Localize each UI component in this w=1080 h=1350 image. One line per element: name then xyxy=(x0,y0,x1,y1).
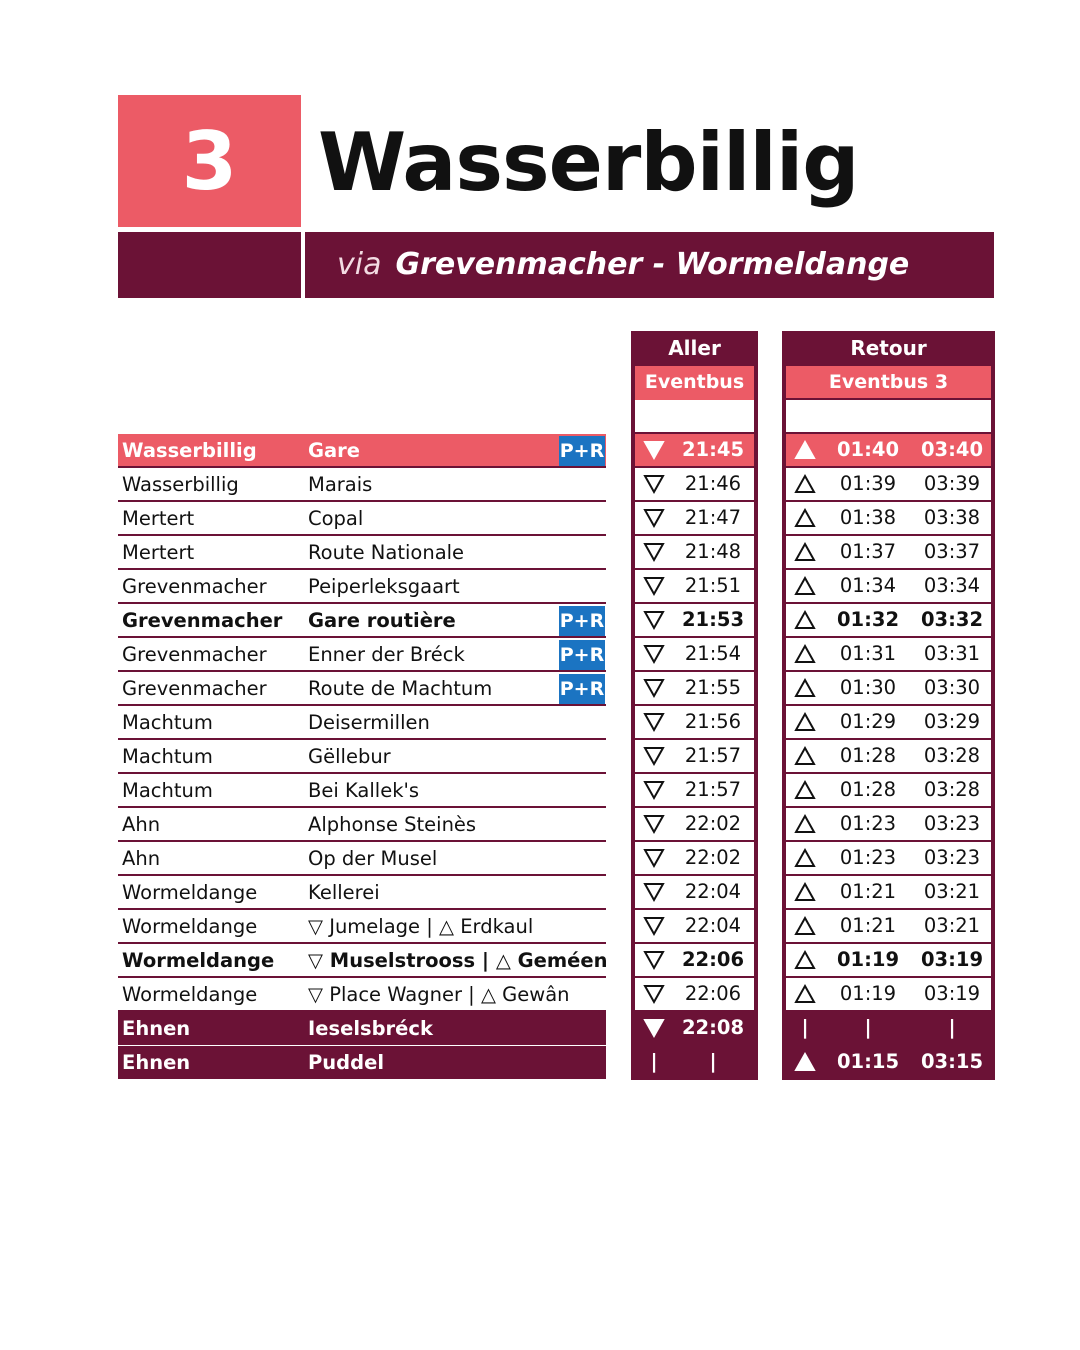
retour-cell xyxy=(782,1012,995,1046)
aller-cell xyxy=(631,876,758,910)
direction-up-icon xyxy=(794,910,816,942)
retour-title: Retour xyxy=(850,336,927,360)
stop-name: Route de Machtum xyxy=(308,677,493,700)
aller-cell xyxy=(631,740,758,774)
direction-down-icon xyxy=(643,876,665,908)
retour-time-2: 03:32 xyxy=(920,608,984,631)
stop-name: Gare routière xyxy=(308,609,456,632)
retour-time-1: 01:38 xyxy=(839,506,897,529)
retour-time-2: 03:40 xyxy=(920,438,984,461)
aller-time: 22:04 xyxy=(684,914,742,937)
stop-town: Mertert xyxy=(122,541,195,564)
retour-time-1: 01:34 xyxy=(839,574,897,597)
retour-cell xyxy=(782,604,995,638)
retour-cell-inner xyxy=(786,774,991,806)
via-bar-left-block xyxy=(118,232,301,298)
pass-through-mark: | xyxy=(650,1050,658,1073)
timetable-rows xyxy=(118,434,994,1080)
aller-cell-inner xyxy=(635,808,754,840)
retour-cell-inner xyxy=(786,842,991,874)
stop-town: Ahn xyxy=(122,847,161,870)
direction-down-icon xyxy=(643,434,665,466)
retour-time-2: 03:15 xyxy=(920,1050,984,1073)
retour-cell-inner xyxy=(786,978,991,1010)
direction-down-icon xyxy=(643,740,665,772)
direction-up-icon xyxy=(794,808,816,840)
timetable-row xyxy=(118,706,994,740)
retour-time-2: 03:39 xyxy=(923,472,981,495)
retour-time-2: 03:30 xyxy=(923,676,981,699)
aller-cell-inner xyxy=(635,1046,754,1078)
stop-name: Alphonse Steinès xyxy=(308,813,477,836)
aller-cell-inner xyxy=(635,672,754,704)
stop-town: Ehnen xyxy=(122,1017,191,1040)
direction-down-icon xyxy=(643,570,665,602)
timetable-row xyxy=(118,1012,994,1046)
stop-town: Ehnen xyxy=(122,1051,191,1074)
via-word: via xyxy=(337,247,382,282)
pass-through-mark: | xyxy=(801,1016,809,1039)
retour-time-1: 01:15 xyxy=(836,1050,900,1073)
stop-town: Machtum xyxy=(122,711,213,734)
retour-time-2: 03:23 xyxy=(923,846,981,869)
aller-title: Aller xyxy=(668,336,721,360)
aller-cell xyxy=(631,1012,758,1046)
aller-cell xyxy=(631,978,758,1012)
retour-time-1: 01:30 xyxy=(839,676,897,699)
retour-time-2: 03:21 xyxy=(923,914,981,937)
retour-cell-inner xyxy=(786,604,991,636)
timetable-row xyxy=(118,978,994,1012)
stop-town: Wormeldange xyxy=(122,949,275,972)
direction-up-icon xyxy=(794,740,816,772)
direction-up-icon xyxy=(794,706,816,738)
stop-town: Grevenmacher xyxy=(122,575,267,598)
retour-time-1: 01:23 xyxy=(839,812,897,835)
stop-name: Copal xyxy=(308,507,364,530)
aller-cell-inner xyxy=(635,468,754,500)
timetable-row xyxy=(118,434,994,468)
aller-cell-inner xyxy=(635,502,754,534)
timetable-row xyxy=(118,740,994,774)
retour-cell-inner xyxy=(786,570,991,602)
timetable-row xyxy=(118,468,994,502)
aller-cell-inner xyxy=(635,876,754,908)
retour-time-1: 01:21 xyxy=(839,914,897,937)
retour-time-1: 01:29 xyxy=(839,710,897,733)
direction-down-icon xyxy=(643,808,665,840)
direction-down-icon xyxy=(643,536,665,568)
line-number-badge: 3 xyxy=(118,95,301,227)
direction-down-icon xyxy=(643,774,665,806)
retour-time-1: 01:37 xyxy=(839,540,897,563)
stop-town: Machtum xyxy=(122,779,213,802)
timetable-row xyxy=(118,536,994,570)
direction-up-icon xyxy=(794,536,816,568)
direction-up-icon xyxy=(794,570,816,602)
stop-name: ▽ Muselstrooss | △ Geméen xyxy=(308,949,608,972)
direction-up-icon xyxy=(794,604,816,636)
retour-cell xyxy=(782,1046,995,1080)
stop-name: Op der Musel xyxy=(308,847,438,870)
retour-time-2: 03:37 xyxy=(923,540,981,563)
direction-down-icon xyxy=(643,468,665,500)
retour-cell-inner xyxy=(786,1012,991,1044)
stop-town: Wasserbillig xyxy=(122,439,257,462)
stop-name: Bei Kallek's xyxy=(308,779,420,802)
direction-down-icon xyxy=(643,638,665,670)
direction-up-icon xyxy=(794,1046,816,1078)
direction-up-icon xyxy=(794,502,816,534)
retour-cell-inner xyxy=(786,434,991,466)
retour-time-2: 03:19 xyxy=(923,982,981,1005)
retour-cell-inner xyxy=(786,468,991,500)
stop-name: Puddel xyxy=(308,1051,385,1074)
retour-time-2: 03:28 xyxy=(923,744,981,767)
direction-down-icon xyxy=(643,944,665,976)
pass-through-mark: | xyxy=(709,1050,717,1073)
retour-cell-inner xyxy=(786,536,991,568)
stop-town: Grevenmacher xyxy=(122,609,283,632)
direction-down-icon xyxy=(643,910,665,942)
stop-town: Wormeldange xyxy=(122,983,258,1006)
retour-cell xyxy=(782,808,995,842)
pass-through-mark: | xyxy=(864,1016,872,1039)
timetable-row xyxy=(118,502,994,536)
stop-town: Wasserbillig xyxy=(122,473,239,496)
retour-time-1: 01:23 xyxy=(839,846,897,869)
timetable-row xyxy=(118,774,994,808)
retour-cell xyxy=(782,468,995,502)
aller-time: 21:45 xyxy=(681,438,745,461)
stop-town: Wormeldange xyxy=(122,915,258,938)
retour-header-blank xyxy=(786,400,991,432)
aller-time: 22:06 xyxy=(681,948,745,971)
stop-town: Ahn xyxy=(122,813,161,836)
timetable-row xyxy=(118,1046,994,1080)
retour-cell xyxy=(782,536,995,570)
aller-cell-inner xyxy=(635,910,754,942)
stop-town: Grevenmacher xyxy=(122,643,267,666)
retour-cell xyxy=(782,570,995,604)
direction-down-icon xyxy=(643,978,665,1010)
aller-time: 21:48 xyxy=(684,540,742,563)
timetable-row xyxy=(118,944,994,978)
retour-cell xyxy=(782,672,995,706)
aller-time: 22:04 xyxy=(684,880,742,903)
aller-time: 22:02 xyxy=(684,812,742,835)
retour-cell-inner xyxy=(786,876,991,908)
aller-cell xyxy=(631,1046,758,1080)
aller-header-blank xyxy=(635,400,754,432)
aller-time: 21:53 xyxy=(681,608,745,631)
retour-cell-inner xyxy=(786,944,991,976)
retour-cell-inner xyxy=(786,808,991,840)
timetable-row xyxy=(118,842,994,876)
park-and-ride-badge: P+R xyxy=(559,640,605,671)
aller-cell xyxy=(631,502,758,536)
aller-cell-inner xyxy=(635,944,754,976)
retour-time-2: 03:19 xyxy=(920,948,984,971)
aller-cell-inner xyxy=(635,638,754,670)
aller-cell-inner xyxy=(635,774,754,806)
aller-cell xyxy=(631,638,758,672)
aller-cell-inner xyxy=(635,842,754,874)
direction-up-icon xyxy=(794,672,816,704)
aller-cell xyxy=(631,808,758,842)
aller-cell xyxy=(631,434,758,468)
aller-cell xyxy=(631,468,758,502)
retour-cell xyxy=(782,638,995,672)
direction-up-icon xyxy=(794,468,816,500)
via-route: Grevenmacher - Wormeldange xyxy=(395,247,910,282)
retour-cell-inner xyxy=(786,740,991,772)
timetable-row xyxy=(118,876,994,910)
aller-time: 21:55 xyxy=(684,676,742,699)
park-and-ride-badge: P+R xyxy=(559,436,605,467)
park-and-ride-badge: P+R xyxy=(559,606,605,637)
aller-cell xyxy=(631,536,758,570)
timetable-row xyxy=(118,570,994,604)
timetable-row xyxy=(118,808,994,842)
retour-cell xyxy=(782,944,995,978)
retour-time-1: 01:31 xyxy=(839,642,897,665)
stop-name: Gare xyxy=(308,439,361,462)
retour-time-2: 03:23 xyxy=(923,812,981,835)
stop-name: Marais xyxy=(308,473,373,496)
aller-time: 22:06 xyxy=(684,982,742,1005)
aller-cell-inner xyxy=(635,536,754,568)
retour-time-1: 01:19 xyxy=(836,948,900,971)
stop-name: Ieselsbréck xyxy=(308,1017,433,1040)
stop-name: ▽ Place Wagner | △ Gewân xyxy=(308,983,570,1006)
retour-cell xyxy=(782,842,995,876)
retour-cell-inner xyxy=(786,706,991,738)
retour-time-2: 03:34 xyxy=(923,574,981,597)
aller-time: 22:08 xyxy=(681,1016,745,1039)
aller-cell-inner xyxy=(635,570,754,602)
timetable-row xyxy=(118,672,994,706)
retour-cell-inner xyxy=(786,910,991,942)
stop-name: Enner der Bréck xyxy=(308,643,465,666)
aller-cell xyxy=(631,774,758,808)
direction-up-icon xyxy=(794,876,816,908)
aller-time: 21:57 xyxy=(684,744,742,767)
retour-cell xyxy=(782,910,995,944)
retour-time-1: 01:32 xyxy=(836,608,900,631)
retour-time-2: 03:28 xyxy=(923,778,981,801)
retour-time-2: 03:21 xyxy=(923,880,981,903)
park-and-ride-badge: P+R xyxy=(559,674,605,705)
retour-cell xyxy=(782,978,995,1012)
direction-up-icon xyxy=(794,842,816,874)
direction-up-icon xyxy=(794,434,816,466)
retour-time-1: 01:21 xyxy=(839,880,897,903)
retour-cell xyxy=(782,706,995,740)
direction-down-icon xyxy=(643,1012,665,1044)
aller-time: 21:54 xyxy=(684,642,742,665)
retour-time-1: 01:28 xyxy=(839,744,897,767)
stop-town: Wormeldange xyxy=(122,881,258,904)
aller-time: 21:46 xyxy=(684,472,742,495)
aller-time: 21:51 xyxy=(684,574,742,597)
retour-cell-inner xyxy=(786,1046,991,1078)
aller-cell-inner xyxy=(635,706,754,738)
retour-time-1: 01:28 xyxy=(839,778,897,801)
retour-cell-inner xyxy=(786,638,991,670)
timetable-row xyxy=(118,604,994,638)
aller-cell xyxy=(631,944,758,978)
retour-time-2: 03:38 xyxy=(923,506,981,529)
retour-cell-inner xyxy=(786,672,991,704)
aller-cell-inner xyxy=(635,740,754,772)
stop-town: Grevenmacher xyxy=(122,677,267,700)
aller-cell xyxy=(631,842,758,876)
aller-time: 21:47 xyxy=(684,506,742,529)
direction-down-icon xyxy=(643,604,665,636)
retour-time-2: 03:29 xyxy=(923,710,981,733)
retour-cell xyxy=(782,434,995,468)
aller-service: Eventbus xyxy=(635,366,754,430)
aller-cell xyxy=(631,672,758,706)
retour-time-1: 01:40 xyxy=(836,438,900,461)
direction-down-icon xyxy=(643,502,665,534)
direction-up-icon xyxy=(794,978,816,1010)
aller-cell xyxy=(631,604,758,638)
stop-town: Machtum xyxy=(122,745,213,768)
stop-name: ▽ Jumelage | △ Erdkaul xyxy=(308,915,534,938)
retour-service: Eventbus 3 xyxy=(786,366,991,398)
direction-down-icon xyxy=(643,672,665,704)
retour-cell xyxy=(782,740,995,774)
direction-up-icon xyxy=(794,774,816,806)
stop-name: Deisermillen xyxy=(308,711,430,734)
aller-cell-inner xyxy=(635,434,754,466)
retour-cell xyxy=(782,876,995,910)
stop-town: Mertert xyxy=(122,507,195,530)
retour-cell xyxy=(782,774,995,808)
aller-cell xyxy=(631,706,758,740)
aller-cell xyxy=(631,910,758,944)
aller-cell-inner xyxy=(635,978,754,1010)
timetable-row xyxy=(118,638,994,672)
retour-cell-inner xyxy=(786,502,991,534)
timetable-row xyxy=(118,910,994,944)
direction-down-icon xyxy=(643,706,665,738)
aller-time: 21:57 xyxy=(684,778,742,801)
destination-title: Wasserbillig xyxy=(318,116,859,209)
stop-name: Kellerei xyxy=(308,881,380,904)
stop-name: Gëllebur xyxy=(308,745,391,768)
aller-time: 22:02 xyxy=(684,846,742,869)
stop-name: Peiperleksgaart xyxy=(308,575,460,598)
direction-down-icon xyxy=(643,842,665,874)
pass-through-mark: | xyxy=(948,1016,956,1039)
aller-cell-inner xyxy=(635,604,754,636)
retour-time-1: 01:19 xyxy=(839,982,897,1005)
retour-time-1: 01:39 xyxy=(839,472,897,495)
aller-cell xyxy=(631,570,758,604)
aller-cell-inner xyxy=(635,1012,754,1044)
via-bar xyxy=(305,232,994,298)
direction-up-icon xyxy=(794,638,816,670)
retour-time-2: 03:31 xyxy=(923,642,981,665)
stop-name: Route Nationale xyxy=(308,541,465,564)
aller-time: 21:56 xyxy=(684,710,742,733)
direction-up-icon xyxy=(794,944,816,976)
retour-cell xyxy=(782,502,995,536)
